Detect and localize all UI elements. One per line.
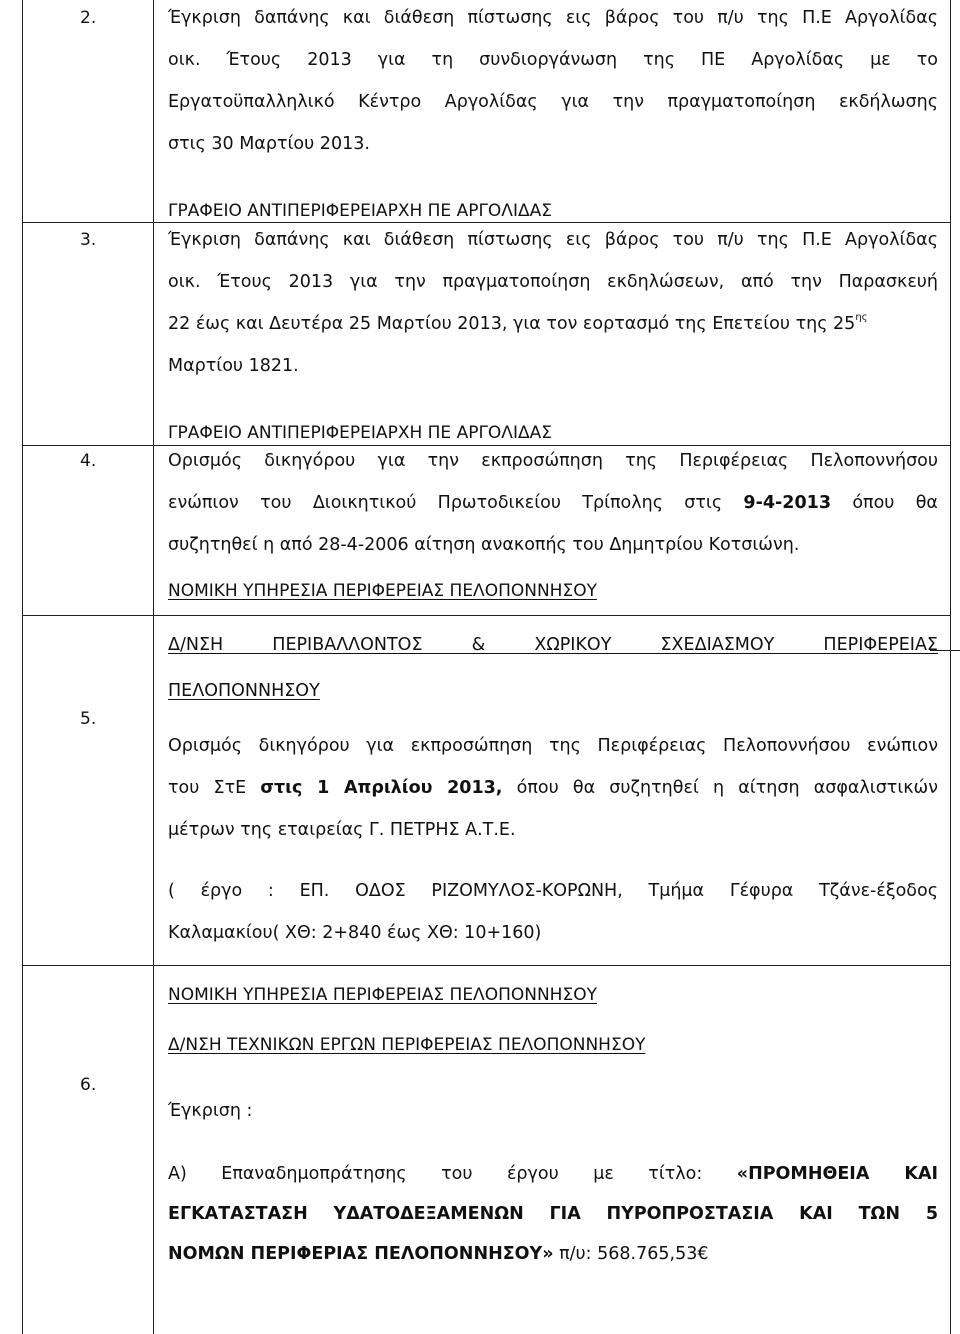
item-number: 3. bbox=[80, 230, 97, 250]
text-line: οικ. Έτους 2013 για τη συνδιοργάνωση της ΠΕ Αργολίδας με το bbox=[168, 50, 938, 70]
text-line: Ορισμός δικηγόρου για εκπροσώπηση της Περιφέρειας Πελοποννήσου ενώπιον bbox=[168, 736, 938, 756]
item-description bbox=[168, 1154, 938, 1274]
project-title: «ΠΡΟΜΗΘΕΙΑ ΚΑΙ bbox=[736, 1164, 939, 1184]
budget-amount: π/υ: 568.765,53€ bbox=[559, 1244, 709, 1264]
table-column-divider bbox=[153, 0, 154, 1334]
text-line: Έγκριση : bbox=[168, 1101, 253, 1121]
text-segment: 22 έως και Δευτέρα 25 Μαρτίου 2013, για τον εορτασμό της Επετείου της 25 bbox=[168, 314, 856, 334]
department-line: ΠΕΛΟΠΟΝΝΗΣΟΥ bbox=[168, 681, 320, 701]
item-description bbox=[168, 219, 938, 387]
row-divider bbox=[22, 965, 951, 966]
project-title-line: ΕΓΚΑΤΑΣΤΑΣΗ ΥΔΑΤΟΔΕΞΑΜΕΝΩΝ ΓΙΑ ΠΥΡΟΠΡΟΣΤΑΣΙΑ ΚΑΙ ΤΩΝ 5 bbox=[168, 1204, 938, 1224]
department-label: Δ/ΝΣΗ ΤΕΧΝΙΚΩΝ ΕΡΓΩΝ ΠΕΡΙΦΕΡΕΙΑΣ ΠΕΛΟΠΟΝΝΗΣΟΥ bbox=[168, 1035, 646, 1055]
item-description bbox=[168, 725, 938, 851]
text-line: Μαρτίου 1821. bbox=[168, 356, 299, 376]
text-line: Έγκριση δαπάνης και διάθεση πίστωσης εις βάρος του π/υ της Π.Ε Αργολίδας bbox=[168, 230, 938, 250]
text-line: Ορισμός δικηγόρου για την εκπροσώπηση της Περιφέρειας Πελοποννήσου bbox=[168, 451, 938, 471]
hearing-date: 9-4-2013 bbox=[743, 493, 832, 513]
table-border-right bbox=[950, 0, 951, 1334]
text-line bbox=[168, 303, 938, 345]
text-line bbox=[168, 1154, 938, 1194]
item-number: 6. bbox=[80, 1075, 97, 1095]
item-number: 5. bbox=[80, 709, 97, 729]
text-segment: όπου θα bbox=[852, 493, 938, 513]
text-segment: Α) Επαναδημοπράτησης του έργου με τίτλο: bbox=[168, 1164, 703, 1184]
table-border-left bbox=[22, 0, 23, 1334]
text-line: μέτρων της εταιρείας Γ. ΠΕΤΡΗΣ Α.Τ.Ε. bbox=[168, 820, 516, 840]
text-line bbox=[168, 482, 938, 524]
text-line: ( έργο : ΕΠ. ΟΔΟΣ ΡΙΖΟΜΥΛΟΣ-ΚΟΡΩΝΗ, Τμήμα Γέφυρα Τζάνε-έξοδος bbox=[168, 881, 938, 901]
text-line: Εργατοϋπαλληλικό Κέντρο Αργολίδας για την πραγματοποίηση εκδήλωσης bbox=[168, 92, 938, 112]
text-line: Έγκριση δαπάνης και διάθεση πίστωσης εις βάρος του π/υ της Π.Ε Αργολίδας bbox=[168, 8, 938, 28]
row-divider bbox=[22, 615, 951, 616]
item-description bbox=[168, 440, 938, 566]
department-heading bbox=[168, 620, 938, 712]
text-line: στις 30 Μαρτίου 2013. bbox=[168, 134, 370, 154]
item-number: 4. bbox=[80, 451, 97, 471]
text-segment: όπου θα συζητηθεί η αίτηση ασφαλιστικών bbox=[516, 778, 938, 798]
ordinal-superscript: ης bbox=[855, 312, 868, 323]
text-line bbox=[168, 1234, 938, 1274]
text-line: συζητηθεί η από 28-4-2006 αίτηση ανακοπής του Δημητρίου Κοτσιώνη. bbox=[168, 535, 800, 555]
department-label: ΓΡΑΦΕΙΟ ΑΝΤΙΠΕΡΙΦΕΡΕΙΑΡΧΗ ΠΕ ΑΡΓΟΛΙΔΑΣ bbox=[168, 423, 552, 443]
hearing-date: στις 1 Απριλίου 2013, bbox=[260, 778, 503, 798]
text-line: οικ. Έτους 2013 για την πραγματοποίηση εκδηλώσεων, από την Παρασκευή bbox=[168, 272, 938, 292]
item-description bbox=[168, 0, 938, 165]
department-label: ΝΟΜΙΚΗ ΥΠΗΡΕΣΙΑ ΠΕΡΙΦΕΡΕΙΑΣ ΠΕΛΟΠΟΝΝΗΣΟΥ bbox=[168, 985, 597, 1005]
approval-heading bbox=[168, 1090, 938, 1132]
project-title: ΝΟΜΩΝ ΠΕΡΙΦΕΡΙΑΣ ΠΕΛΟΠΟΝΝΗΣΟΥ» bbox=[168, 1244, 554, 1264]
text-segment: του ΣτΕ bbox=[168, 778, 247, 798]
item-number: 2. bbox=[80, 8, 97, 28]
text-line bbox=[168, 767, 938, 809]
department-label: ΓΡΑΦΕΙΟ ΑΝΤΙΠΕΡΙΦΕΡΕΙΑΡΧΗ ΠΕ ΑΡΓΟΛΙΔΑΣ bbox=[168, 201, 552, 221]
project-reference bbox=[168, 870, 938, 954]
department-label: ΝΟΜΙΚΗ ΥΠΗΡΕΣΙΑ ΠΕΡΙΦΕΡΕΙΑΣ ΠΕΛΟΠΟΝΝΗΣΟΥ bbox=[168, 581, 597, 601]
department-line: Δ/ΝΣΗ ΠΕΡΙΒΑΛΛΟΝΤΟΣ & ΧΩΡΙΚΟΥ ΣΧΕΔΙΑΣΜΟΥ ΠΕΡΙΦΕΡΕΙΑΣ bbox=[168, 635, 938, 655]
text-segment: ενώπιον του Διοικητικού Πρωτοδικείου Τρίπολης στις bbox=[168, 493, 723, 513]
text-line: Καλαμακίου( ΧΘ: 2+840 έως ΧΘ: 10+160) bbox=[168, 923, 542, 943]
